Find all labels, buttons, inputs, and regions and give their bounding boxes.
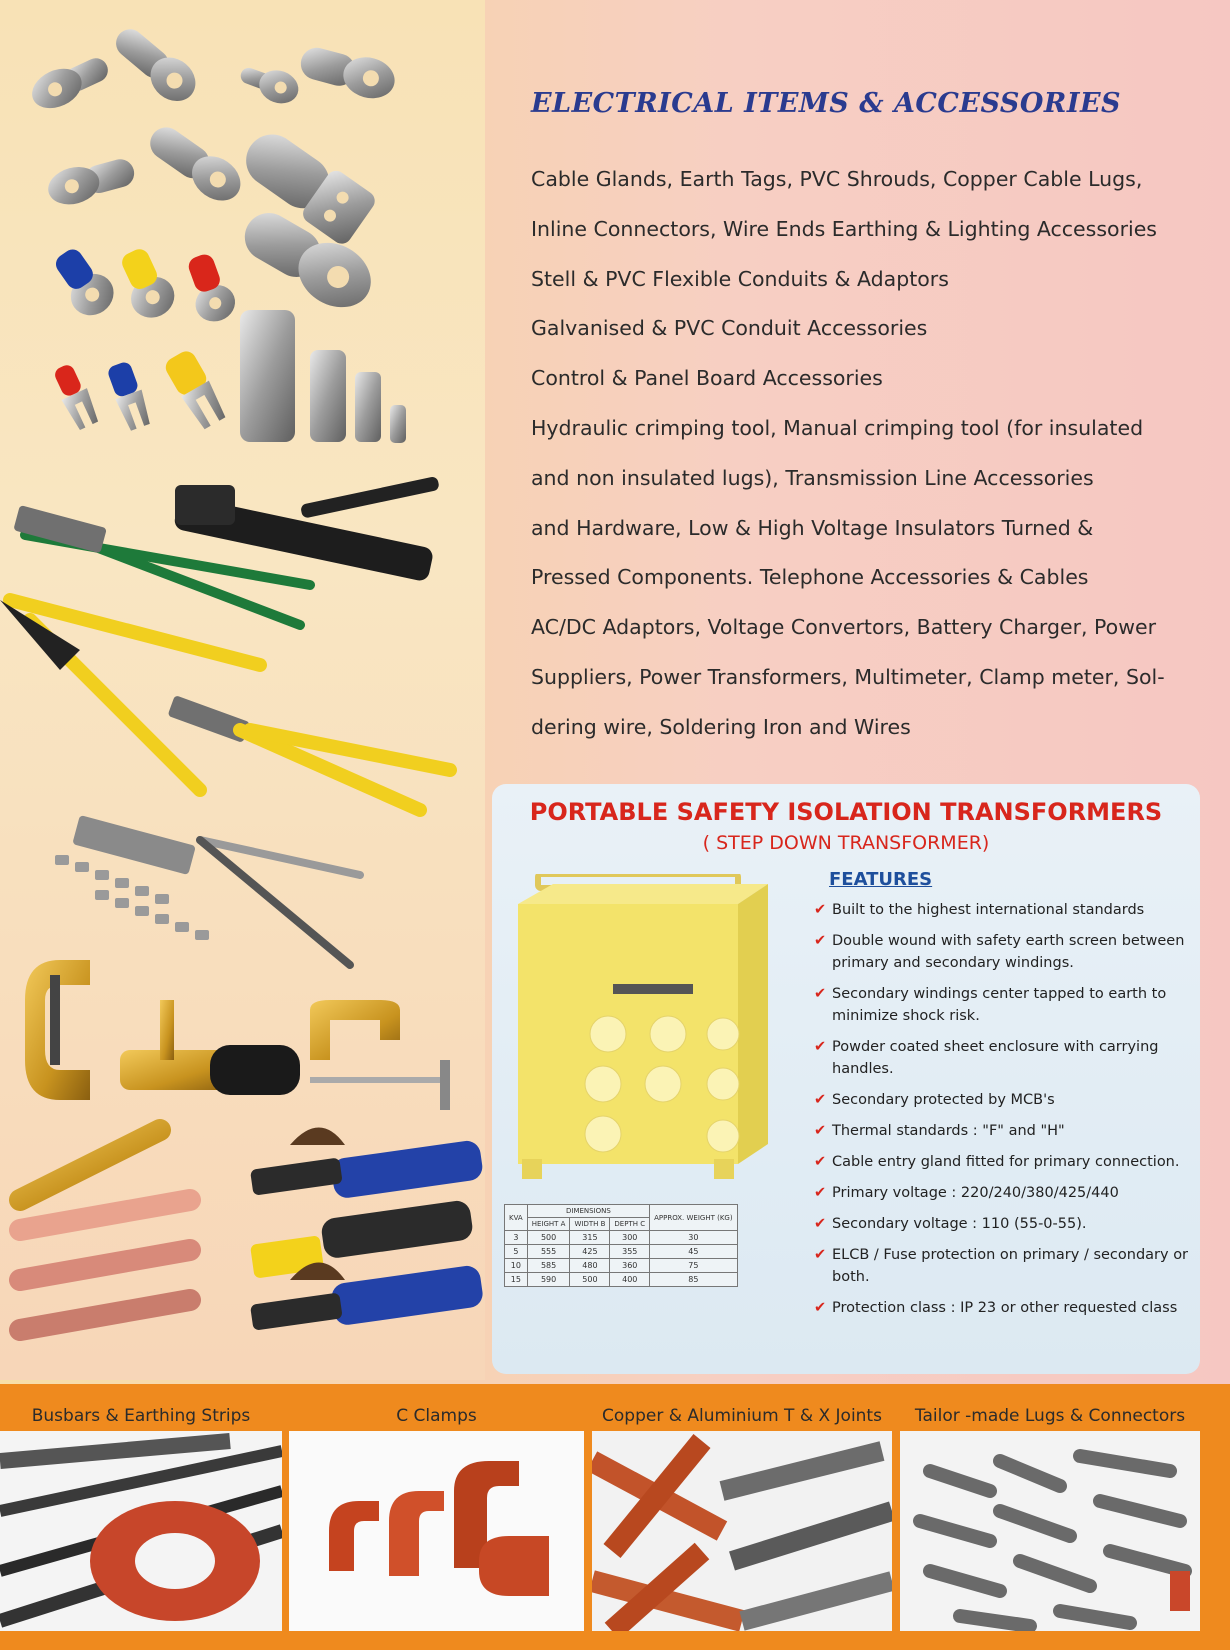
table-cell: 315 [570,1231,610,1245]
list-item: AC/DC Adaptors, Voltage Convertors, Battery Charger, Power [531,615,1157,640]
feature-item [814,899,1194,921]
table-cell: 10 [505,1259,528,1273]
feature-item [814,1036,1194,1080]
transformer-image [508,874,798,1204]
feature-text: ELCB / Fuse protection on primary / secondary or both. [832,1247,1189,1285]
table-cell: 30 [650,1231,737,1245]
list-item: Cable Glands, Earth Tags, PVC Shrouds, Copper Cable Lugs, [531,167,1143,191]
feature-item [814,1244,1194,1288]
feature-item [814,1213,1194,1235]
panel-label: Copper & Aluminium T & X Joints [602,1406,882,1426]
features-heading: FEATURES [829,869,933,890]
checkmark-icon: ✔ [814,1039,827,1055]
height-header: HEIGHT A [527,1218,570,1231]
table-cell: 480 [570,1259,610,1273]
section-heading: ELECTRICAL ITEMS & ACCESSORIES [531,88,1122,119]
table-cell: 400 [610,1273,650,1287]
checkmark-icon: ✔ [814,1092,827,1108]
table-cell: 3 [505,1231,528,1245]
crimping-tools [0,476,450,965]
table-cell: 45 [650,1245,737,1259]
table-row [505,1259,738,1273]
panel-label: Tailor -made Lugs & Connectors [914,1406,1186,1426]
joints-image [592,1431,892,1631]
table-cell: 355 [610,1245,650,1259]
checkmark-icon: ✔ [814,1154,827,1170]
checkmark-icon: ✔ [814,1185,827,1201]
c-clamps-panel [289,1384,584,1650]
list-item: Inline Connectors, Wire Ends Earthing & Lighting Accessories [531,216,1157,241]
table-cell: 85 [650,1273,737,1287]
list-item: Galvanised & PVC Conduit Accessories [531,316,928,341]
list-item: and Hardware, Low & High Voltage Insulators Turned & [531,515,1094,540]
table-cell: 585 [527,1259,570,1273]
list-item: Control & Panel Board Accessories [531,366,883,391]
transformer-title: PORTABLE SAFETY ISOLATION TRANSFORMERS [529,798,1163,826]
list-item: dering wire, Soldering Iron and Wires [531,714,911,739]
c-clamps-image [289,1431,584,1631]
table-row [505,1245,738,1259]
electrode-holders [20,1128,484,1331]
busbars-panel [0,1384,282,1650]
list-item: Hydraulic crimping tool, Manual crimping tool (for insulated [531,415,1144,440]
list-item: Pressed Components. Telephone Accessories & Cables [531,565,1089,590]
feature-text: Powder coated sheet enclosure with carrying handles. [832,1039,1159,1077]
joints-panel [592,1384,892,1650]
table-cell: 300 [610,1231,650,1245]
table-cell: 5 [505,1245,528,1259]
table-row [505,1231,738,1245]
table-cell: 360 [610,1259,650,1273]
width-header: WIDTH B [570,1218,610,1231]
table-cell: 425 [570,1245,610,1259]
lugs-connectors-panel [900,1384,1200,1650]
table-cell: 500 [570,1273,610,1287]
feature-item [814,1297,1194,1319]
depth-header: DEPTH C [610,1218,650,1231]
dimensions-header: DIMENSIONS [527,1205,649,1218]
feature-item [814,983,1194,1027]
table-cell: 555 [527,1245,570,1259]
panel-label: C Clamps [396,1406,477,1426]
features-list [814,899,1194,1328]
table-cell: 15 [505,1273,528,1287]
checkmark-icon: ✔ [814,902,827,918]
list-item: Suppliers, Power Transformers, Multimeter, Clamp meter, Sol- [531,664,1165,689]
feature-text: Double wound with safety earth screen between primary and secondary windings. [832,933,1185,971]
electrical-items-list [531,155,1171,753]
table-cell: 590 [527,1273,570,1287]
product-photo-column [0,0,485,1380]
transformer-section [492,784,1200,1374]
feature-item [814,930,1194,974]
weight-header: APPROX. WEIGHT (KG) [650,1205,737,1231]
feature-text: Secondary protected by MCB's [832,1092,1055,1108]
feature-text: Cable entry gland fitted for primary connection. [832,1154,1180,1170]
feature-item [814,1089,1194,1111]
feature-text: Secondary windings center tapped to earth to minimize shock risk. [832,986,1167,1024]
checkmark-icon: ✔ [814,1216,827,1232]
checkmark-icon: ✔ [814,1123,827,1139]
table-cell: 500 [527,1231,570,1245]
kva-header: KVA [505,1205,528,1231]
panel-label: Busbars & Earthing Strips [31,1406,251,1426]
feature-text: Primary voltage : 220/240/380/425/440 [832,1185,1119,1201]
table-row [505,1273,738,1287]
checkmark-icon: ✔ [814,986,827,1002]
table-cell: 75 [650,1259,737,1273]
lugs-connectors-image [900,1431,1200,1631]
inline-connectors [240,310,406,443]
feature-text: Built to the highest international standards [832,902,1145,918]
feature-item [814,1151,1194,1173]
dimensions-table [504,1204,738,1287]
feature-text: Protection class : IP 23 or other requested class [832,1300,1178,1316]
insulated-terminals [46,241,241,432]
busbars-image [0,1431,282,1631]
feature-item [814,1120,1194,1142]
checkmark-icon: ✔ [814,1300,827,1316]
product-collage-image [0,0,485,1380]
list-item: Stell & PVC Flexible Conduits & Adaptors [531,266,949,291]
list-item: and non insulated lugs), Transmission Line Accessories [531,465,1094,490]
checkmark-icon: ✔ [814,1247,827,1263]
feature-item [814,1182,1194,1204]
earth-clamps [25,960,450,1110]
checkmark-icon: ✔ [814,933,827,949]
feature-text: Secondary voltage : 110 (55-0-55). [832,1216,1087,1232]
transformer-subtitle: ( STEP DOWN TRANSFORMER) [702,832,990,854]
feature-text: Thermal standards : "F" and "H" [832,1123,1065,1139]
